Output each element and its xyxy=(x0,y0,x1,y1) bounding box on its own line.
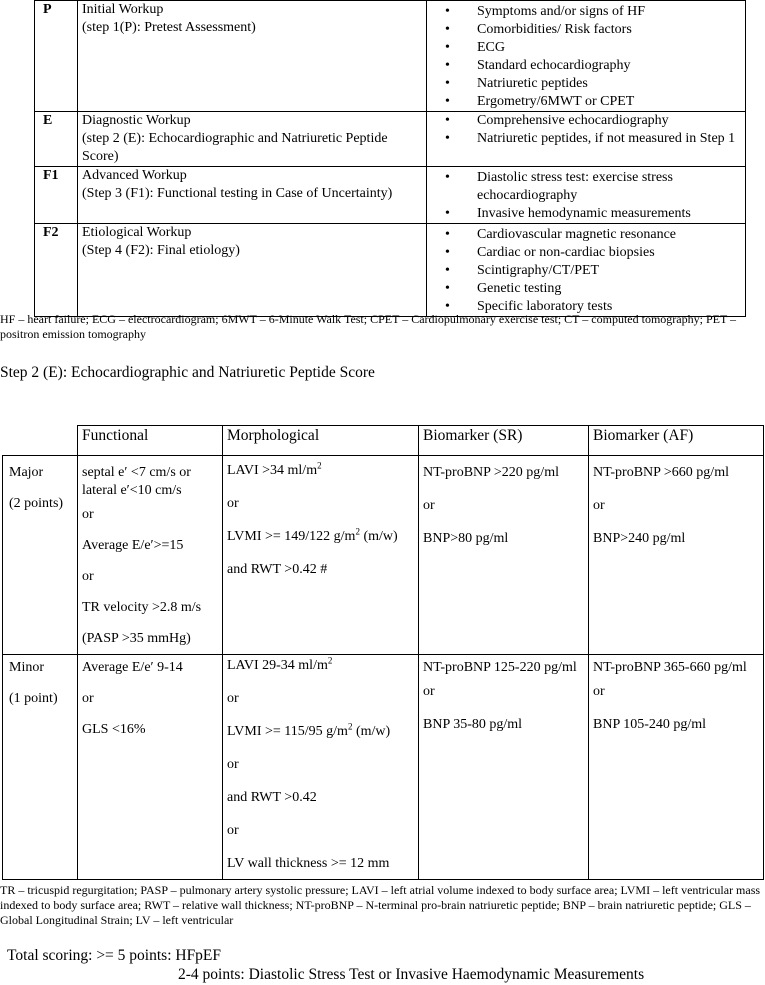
score-header-row xyxy=(3,426,764,456)
step-code: F2 xyxy=(35,224,78,317)
criterion: LVMI >= 115/95 $g/m^2$ (m/w) xyxy=(227,721,391,739)
criteria-points: (2 points) xyxy=(9,496,64,511)
criterion: septal e′ <7 cm/s or lateral e′<10 cm/s xyxy=(82,465,191,498)
criterion: GLS <16% xyxy=(82,722,146,737)
list-item: • Cardiovascular magnetic resonance xyxy=(427,226,745,244)
or-text: or xyxy=(227,691,239,706)
step-items xyxy=(427,1,746,112)
step-title: Initial Workup xyxy=(82,2,164,17)
list-item: • Ergometry/6MWT or CPET xyxy=(427,93,745,111)
list-item: • Symptoms and/or signs of HF xyxy=(427,3,745,21)
biomarker-sr-cell xyxy=(419,655,589,880)
score-footnote: TR – tricuspid regurgitation; PASP – pulmonary artery systolic pressure; LAVI – left atrial volume indexed to body surface area; LVMI – left ventricular mass indexed to body surface area; RWT – relative wall thickness; NT-proBNP – N-terminal pro-brain natriuretic peptide; BNP – brain natriuretic peptide; GLS – Global Longitudinal Strain; LV – left ventricular xyxy=(0,883,761,927)
workup-table xyxy=(34,0,746,317)
step-subtitle: (step 1(P): Pretest Assessment) xyxy=(82,20,256,35)
list-item: • ECG xyxy=(427,39,745,57)
list-item: • Scintigraphy/CT/PET xyxy=(427,262,745,280)
step-description xyxy=(78,167,427,224)
list-item: • Comorbidities/ Risk factors xyxy=(427,21,745,39)
list-item: • Genetic testing xyxy=(427,280,745,298)
or-text: or xyxy=(423,684,435,699)
step-code: E xyxy=(35,112,78,167)
step-description xyxy=(78,112,427,167)
step-title: Advanced Workup xyxy=(82,168,187,183)
criterion: Average E/e′>=15 xyxy=(82,538,184,553)
step-subtitle: (Step 3 (F1): Functional testing in Case of Uncertainty) xyxy=(82,186,393,201)
criterion: TR velocity >2.8 m/s xyxy=(82,600,202,615)
criterion: and RWT >0.42 xyxy=(227,790,317,805)
criterion: BNP>240 pg/ml xyxy=(593,531,686,546)
step-items xyxy=(427,167,746,224)
criterion: LAVI 29-34 $ml/m^2$ xyxy=(227,655,333,673)
morphological-cell xyxy=(223,655,419,880)
workup-row-e xyxy=(35,112,746,167)
biomarker-sr-cell xyxy=(419,456,589,655)
or-text: or xyxy=(227,496,239,511)
or-text: or xyxy=(82,507,94,522)
criteria-label: Minor xyxy=(9,660,44,675)
total-scoring-line: Total scoring: >= 5 points: HFpEF xyxy=(7,947,222,964)
section-heading: Step 2 (E): Echocardiographic and Natriuretic Peptide Score xyxy=(0,364,375,381)
criteria-label: Major xyxy=(9,465,44,480)
criterion: NT-proBNP 365-660 pg/ml xyxy=(593,660,747,675)
criterion: BNP 105-240 pg/ml xyxy=(593,717,707,732)
row-label xyxy=(3,456,78,655)
header-morphological: Morphological xyxy=(223,426,419,456)
step-description xyxy=(78,224,427,317)
list-item: • Invasive hemodynamic measurements xyxy=(427,205,745,223)
criterion: and RWT >0.42 # xyxy=(227,562,328,577)
biomarker-af-cell xyxy=(589,655,764,880)
step-description xyxy=(78,1,427,112)
or-text: or xyxy=(227,823,239,838)
criterion: BNP>80 pg/ml xyxy=(423,531,509,546)
header-biomarker-sr: Biomarker (SR) xyxy=(419,426,589,456)
step-code: P xyxy=(35,1,78,112)
workup-row-p xyxy=(35,1,746,112)
or-text: or xyxy=(593,684,605,699)
list-item: • Comprehensive echocardiography xyxy=(427,112,745,130)
list-item: • Natriuretic peptides xyxy=(427,75,745,93)
criterion: LVMI >= 149/122 $g/m^2$ (m/w) xyxy=(227,526,398,544)
minor-row xyxy=(3,655,764,880)
workup-row-f1 xyxy=(35,167,746,224)
or-text: or xyxy=(82,691,94,706)
criterion: NT-proBNP >220 pg/ml xyxy=(423,465,559,480)
criterion: NT-proBNP 125-220 pg/ml xyxy=(423,660,577,675)
or-text: or xyxy=(82,569,94,584)
header-biomarker-af: Biomarker (AF) xyxy=(589,426,764,456)
list-item: • Standard echocardiography xyxy=(427,57,745,75)
criteria-points: (1 point) xyxy=(9,691,58,706)
morphological-cell xyxy=(223,456,419,655)
workup-row-f2 xyxy=(35,224,746,317)
list-item: • Diastolic stress test: exercise stress echocardiography xyxy=(427,169,745,205)
step-title: Etiological Workup xyxy=(82,225,192,240)
or-text: or xyxy=(593,498,605,513)
criterion: NT-proBNP >660 pg/ml xyxy=(593,465,729,480)
header-empty xyxy=(3,426,78,456)
header-functional: Functional xyxy=(78,426,223,456)
step-title: Diagnostic Workup xyxy=(82,113,191,128)
criterion: Average E/e′ 9-14 xyxy=(82,660,183,675)
score-table xyxy=(2,425,764,880)
workup-footnote: HF – heart failure; ECG – electrocardiogram; 6MWT – 6-Minute Walk Test; CPET – Cardiopulmonary exercise test; CT – computed tomography; PET – positron emission tomography xyxy=(0,312,737,341)
criterion: LV wall thickness >= 12 mm xyxy=(227,856,390,871)
row-label xyxy=(3,655,78,880)
functional-cell xyxy=(78,655,223,880)
step-subtitle: (Step 4 (F2): Final etiology) xyxy=(82,243,240,258)
or-text: or xyxy=(423,498,435,513)
step-items xyxy=(427,112,746,167)
or-text: or xyxy=(227,757,239,772)
list-item: • Specific laboratory tests xyxy=(427,298,745,316)
total-scoring-line: 2-4 points: Diastolic Stress Test or Invasive Haemodynamic Measurements xyxy=(178,966,645,983)
step-items xyxy=(427,224,746,317)
criterion: BNP 35-80 pg/ml xyxy=(423,717,523,732)
step-code: F1 xyxy=(35,167,78,224)
functional-cell xyxy=(78,456,223,655)
list-item: • Cardiac or non-cardiac biopsies xyxy=(427,244,745,262)
list-item: • Natriuretic peptides, if not measured in Step 1 xyxy=(427,130,745,148)
criterion: LAVI >34 $ml/m^2$ xyxy=(227,460,322,478)
biomarker-af-cell xyxy=(589,456,764,655)
step-subtitle: (step 2 (E): Echocardiographic and Natriuretic Peptide Score) xyxy=(82,131,388,164)
major-row xyxy=(3,456,764,655)
criterion: (PASP >35 mmHg) xyxy=(82,631,191,646)
